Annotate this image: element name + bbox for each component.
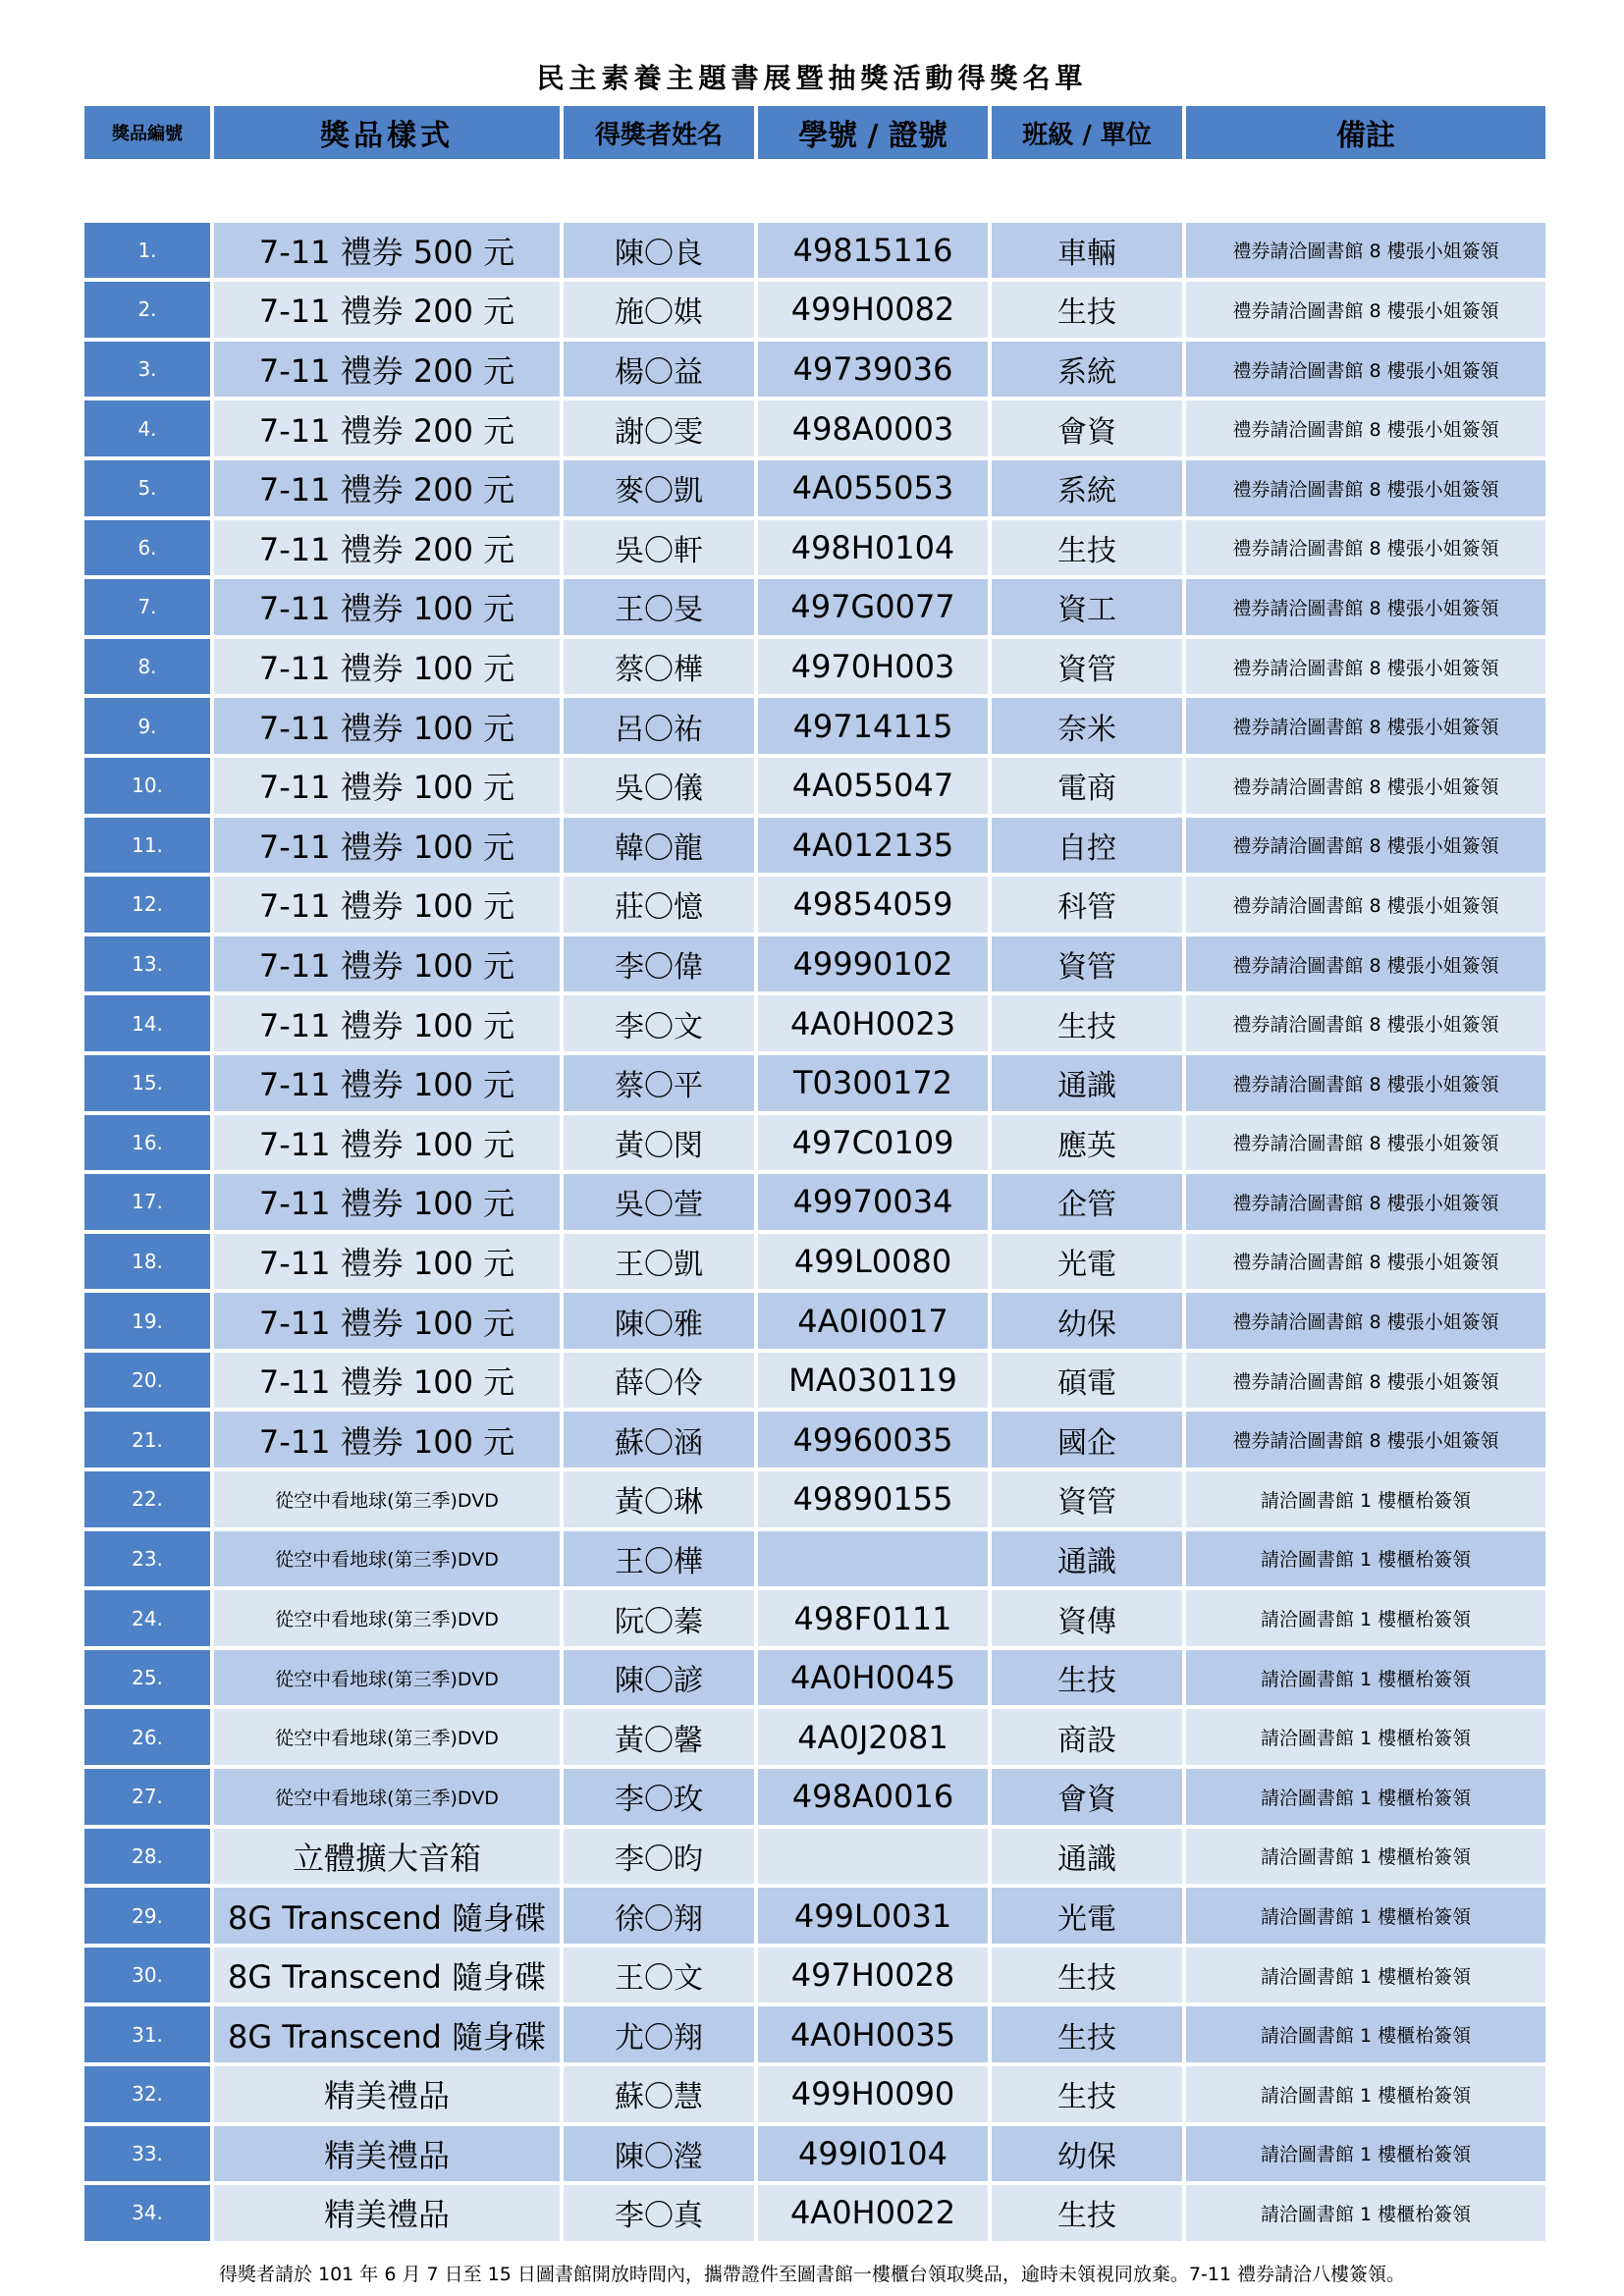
class-unit-cell: 資管 (992, 1471, 1186, 1531)
prize-number-cell: 29. (84, 1888, 214, 1948)
remarks-cell: 禮券請洽圖書館 8 樓張小姐簽領 (1186, 936, 1545, 996)
prize-number-cell: 10. (84, 758, 214, 818)
student-id-cell: 498F0111 (758, 1590, 992, 1650)
remarks-cell: 禮券請洽圖書館 8 樓張小姐簽領 (1186, 995, 1545, 1055)
class-unit-cell: 光電 (992, 1888, 1186, 1948)
table-row (84, 520, 1545, 580)
remarks-cell: 請洽圖書館 1 樓櫃枱簽領 (1186, 1590, 1545, 1650)
class-unit-cell: 系統 (992, 342, 1186, 401)
class-unit-cell: 車輛 (992, 223, 1186, 283)
table-row (84, 1769, 1545, 1829)
table-row (84, 1948, 1545, 2007)
remarks-cell: 禮券請洽圖書館 8 樓張小姐簽領 (1186, 758, 1545, 818)
table-header-row (84, 106, 1545, 163)
prize-number-cell: 14. (84, 995, 214, 1055)
student-id-cell (758, 1829, 992, 1889)
prize-number-cell: 33. (84, 2126, 214, 2186)
class-unit-cell: 自控 (992, 818, 1186, 878)
student-id-cell: 4A0H0022 (758, 2185, 992, 2245)
remarks-cell: 請洽圖書館 1 樓櫃枱簽領 (1186, 2126, 1545, 2186)
prize-number-cell: 8. (84, 639, 214, 699)
table-row (84, 1293, 1545, 1353)
student-id-cell: 4A0H0023 (758, 995, 992, 1055)
table-row (84, 342, 1545, 401)
student-id-cell: 49990102 (758, 936, 992, 996)
prize-type-cell: 7-11 禮券 100 元 (214, 1412, 564, 1471)
table-row (84, 1590, 1545, 1650)
table-row (84, 1174, 1545, 1234)
prize-type-cell: 7-11 禮券 100 元 (214, 995, 564, 1055)
remarks-cell: 禮券請洽圖書館 8 樓張小姐簽領 (1186, 400, 1545, 460)
prize-number-cell: 2. (84, 282, 214, 342)
table-row (84, 400, 1545, 460)
class-unit-cell: 光電 (992, 1234, 1186, 1294)
prize-type-cell: 7-11 禮券 100 元 (214, 1353, 564, 1413)
prize-number-cell: 28. (84, 1829, 214, 1889)
table-row (84, 818, 1545, 878)
class-unit-cell: 生技 (992, 1948, 1186, 2007)
header-class-unit: 班級 / 單位 (992, 106, 1186, 163)
winners-table (84, 106, 1545, 2245)
student-id-cell: 498H0104 (758, 520, 992, 580)
class-unit-cell: 通識 (992, 1531, 1186, 1591)
remarks-cell: 禮券請洽圖書館 8 樓張小姐簽領 (1186, 698, 1545, 758)
winner-name-cell: 吳〇軒 (564, 520, 758, 580)
prize-number-cell: 13. (84, 936, 214, 996)
student-id-cell (758, 1531, 992, 1591)
class-unit-cell: 通識 (992, 1055, 1186, 1115)
student-id-cell: 498A0016 (758, 1769, 992, 1829)
student-id-cell: 49815116 (758, 223, 992, 283)
prize-type-cell: 7-11 禮券 100 元 (214, 1055, 564, 1115)
student-id-cell: T0300172 (758, 1055, 992, 1115)
student-id-cell: 499H0090 (758, 2066, 992, 2126)
prize-type-cell: 7-11 禮券 200 元 (214, 342, 564, 401)
student-id-cell: 499I0104 (758, 2126, 992, 2186)
class-unit-cell: 生技 (992, 2066, 1186, 2126)
class-unit-cell: 幼保 (992, 2126, 1186, 2186)
student-id-cell: 499H0082 (758, 282, 992, 342)
student-id-cell: 4A0H0035 (758, 2006, 992, 2066)
prize-number-cell: 31. (84, 2006, 214, 2066)
table-row (84, 223, 1545, 283)
class-unit-cell: 幼保 (992, 1293, 1186, 1353)
prize-number-cell: 32. (84, 2066, 214, 2126)
class-unit-cell: 國企 (992, 1412, 1186, 1471)
prize-type-cell: 立體擴大音箱 (214, 1829, 564, 1889)
header-winner-name: 得獎者姓名 (564, 106, 758, 163)
winner-name-cell: 謝〇雯 (564, 400, 758, 460)
winner-name-cell: 陳〇瀅 (564, 2126, 758, 2186)
student-id-cell: 49854059 (758, 877, 992, 936)
winner-name-cell: 蘇〇慧 (564, 2066, 758, 2126)
winner-name-cell: 李〇偉 (564, 936, 758, 996)
remarks-cell: 禮券請洽圖書館 8 樓張小姐簽領 (1186, 1115, 1545, 1175)
student-id-cell: 49739036 (758, 342, 992, 401)
class-unit-cell: 生技 (992, 282, 1186, 342)
remarks-cell: 請洽圖書館 1 樓櫃枱簽領 (1186, 2006, 1545, 2066)
prize-type-cell: 從空中看地球(第三季)DVD (214, 1650, 564, 1710)
student-id-cell: 4A055053 (758, 460, 992, 520)
winner-name-cell: 李〇真 (564, 2185, 758, 2245)
class-unit-cell: 資管 (992, 936, 1186, 996)
table-row (84, 995, 1545, 1055)
prize-number-cell: 6. (84, 520, 214, 580)
class-unit-cell: 奈米 (992, 698, 1186, 758)
remarks-cell: 禮券請洽圖書館 8 樓張小姐簽領 (1186, 1055, 1545, 1115)
student-id-cell: 497H0028 (758, 1948, 992, 2007)
student-id-cell: 4A0I0017 (758, 1293, 992, 1353)
table-row (84, 639, 1545, 699)
class-unit-cell: 電商 (992, 758, 1186, 818)
winner-name-cell: 薛〇伶 (564, 1353, 758, 1413)
prize-type-cell: 7-11 禮券 500 元 (214, 223, 564, 283)
winner-name-cell: 吳〇儀 (564, 758, 758, 818)
table-row (84, 1412, 1545, 1471)
class-unit-cell: 生技 (992, 2006, 1186, 2066)
prize-number-cell: 27. (84, 1769, 214, 1829)
winner-name-cell: 李〇文 (564, 995, 758, 1055)
table-row (84, 1471, 1545, 1531)
prize-type-cell: 7-11 禮券 100 元 (214, 1234, 564, 1294)
remarks-cell: 禮券請洽圖書館 8 樓張小姐簽領 (1186, 223, 1545, 283)
prize-number-cell: 1. (84, 223, 214, 283)
winner-name-cell: 李〇昀 (564, 1829, 758, 1889)
prize-type-cell: 從空中看地球(第三季)DVD (214, 1531, 564, 1591)
student-id-cell: 4A0H0045 (758, 1650, 992, 1710)
winner-name-cell: 呂〇祐 (564, 698, 758, 758)
prize-number-cell: 25. (84, 1650, 214, 1710)
remarks-cell: 請洽圖書館 1 樓櫃枱簽領 (1186, 2185, 1545, 2245)
class-unit-cell: 通識 (992, 1829, 1186, 1889)
student-id-cell: 4A0J2081 (758, 1709, 992, 1769)
class-unit-cell: 資傳 (992, 1590, 1186, 1650)
prize-type-cell: 從空中看地球(第三季)DVD (214, 1709, 564, 1769)
remarks-cell: 禮券請洽圖書館 8 樓張小姐簽領 (1186, 282, 1545, 342)
winner-name-cell: 黃〇琳 (564, 1471, 758, 1531)
prize-type-cell: 從空中看地球(第三季)DVD (214, 1769, 564, 1829)
class-unit-cell: 系統 (992, 460, 1186, 520)
winner-name-cell: 蔡〇樺 (564, 639, 758, 699)
class-unit-cell: 應英 (992, 1115, 1186, 1175)
table-row (84, 1888, 1545, 1948)
remarks-cell: 禮券請洽圖書館 8 樓張小姐簽領 (1186, 1234, 1545, 1294)
document-title: 民主素養主題書展暨抽獎活動得獎名單 (536, 62, 1088, 94)
table-row (84, 698, 1545, 758)
prize-number-cell: 21. (84, 1412, 214, 1471)
table-row (84, 2185, 1545, 2245)
prize-number-cell: 3. (84, 342, 214, 401)
class-unit-cell: 碩電 (992, 1353, 1186, 1413)
student-id-cell: 4A012135 (758, 818, 992, 878)
prize-number-cell: 4. (84, 400, 214, 460)
winner-name-cell: 王〇凱 (564, 1234, 758, 1294)
winner-name-cell: 蘇〇涵 (564, 1412, 758, 1471)
remarks-cell: 禮券請洽圖書館 8 樓張小姐簽領 (1186, 1293, 1545, 1353)
remarks-cell: 請洽圖書館 1 樓櫃枱簽領 (1186, 1471, 1545, 1531)
prize-number-cell: 23. (84, 1531, 214, 1591)
prize-number-cell: 7. (84, 579, 214, 639)
student-id-cell: 499L0080 (758, 1234, 992, 1294)
remarks-cell: 禮券請洽圖書館 8 樓張小姐簽領 (1186, 1174, 1545, 1234)
class-unit-cell: 生技 (992, 2185, 1186, 2245)
header-remarks: 備註 (1186, 106, 1545, 163)
remarks-cell: 禮券請洽圖書館 8 樓張小姐簽領 (1186, 1353, 1545, 1413)
prize-type-cell: 7-11 禮券 100 元 (214, 936, 564, 996)
winner-name-cell: 吳〇萱 (564, 1174, 758, 1234)
table-row (84, 1353, 1545, 1413)
student-id-cell: 49714115 (758, 698, 992, 758)
prize-type-cell: 7-11 禮券 100 元 (214, 818, 564, 878)
prize-type-cell: 7-11 禮券 200 元 (214, 282, 564, 342)
remarks-cell: 禮券請洽圖書館 8 樓張小姐簽領 (1186, 1412, 1545, 1471)
table-row (84, 282, 1545, 342)
class-unit-cell: 資工 (992, 579, 1186, 639)
prize-type-cell: 8G Transcend 隨身碟 (214, 1888, 564, 1948)
prize-type-cell: 7-11 禮券 100 元 (214, 698, 564, 758)
remarks-cell: 禮券請洽圖書館 8 樓張小姐簽領 (1186, 818, 1545, 878)
prize-number-cell: 19. (84, 1293, 214, 1353)
winner-name-cell: 莊〇憶 (564, 877, 758, 936)
student-id-cell: 49970034 (758, 1174, 992, 1234)
table-row (84, 1650, 1545, 1710)
remarks-cell: 禮券請洽圖書館 8 樓張小姐簽領 (1186, 877, 1545, 936)
table-row (84, 2126, 1545, 2186)
remarks-cell: 請洽圖書館 1 樓櫃枱簽領 (1186, 1769, 1545, 1829)
prize-type-cell: 8G Transcend 隨身碟 (214, 1948, 564, 2007)
class-unit-cell: 會資 (992, 400, 1186, 460)
winner-name-cell: 韓〇龍 (564, 818, 758, 878)
table-body (84, 163, 1545, 2245)
prize-number-cell: 30. (84, 1948, 214, 2007)
student-id-cell: 499L0031 (758, 1888, 992, 1948)
class-unit-cell: 生技 (992, 520, 1186, 580)
prize-type-cell: 7-11 禮券 200 元 (214, 460, 564, 520)
student-id-cell: 4A055047 (758, 758, 992, 818)
prize-number-cell: 9. (84, 698, 214, 758)
prize-type-cell: 精美禮品 (214, 2126, 564, 2186)
prize-type-cell: 7-11 禮券 100 元 (214, 579, 564, 639)
prize-number-cell: 17. (84, 1174, 214, 1234)
prize-number-cell: 22. (84, 1471, 214, 1531)
class-unit-cell: 生技 (992, 1650, 1186, 1710)
table-row (84, 2006, 1545, 2066)
table-row (84, 2066, 1545, 2126)
remarks-cell: 禮券請洽圖書館 8 樓張小姐簽領 (1186, 639, 1545, 699)
table-row (84, 1115, 1545, 1175)
remarks-cell: 請洽圖書館 1 樓櫃枱簽領 (1186, 1650, 1545, 1710)
prize-number-cell: 24. (84, 1590, 214, 1650)
winner-name-cell: 施〇娸 (564, 282, 758, 342)
winner-name-cell: 阮〇蓁 (564, 1590, 758, 1650)
class-unit-cell: 企管 (992, 1174, 1186, 1234)
prize-type-cell: 8G Transcend 隨身碟 (214, 2006, 564, 2066)
prize-type-cell: 7-11 禮券 100 元 (214, 877, 564, 936)
remarks-cell: 請洽圖書館 1 樓櫃枱簽領 (1186, 2066, 1545, 2126)
prize-type-cell: 7-11 禮券 100 元 (214, 758, 564, 818)
table-row (84, 877, 1545, 936)
prize-type-cell: 7-11 禮券 200 元 (214, 400, 564, 460)
remarks-cell: 請洽圖書館 1 樓櫃枱簽領 (1186, 1888, 1545, 1948)
prize-type-cell: 7-11 禮券 100 元 (214, 1115, 564, 1175)
prize-number-cell: 16. (84, 1115, 214, 1175)
prize-number-cell: 26. (84, 1709, 214, 1769)
table-row (84, 1055, 1545, 1115)
winner-name-cell: 李〇玫 (564, 1769, 758, 1829)
table-row (84, 1829, 1545, 1889)
class-unit-cell: 資管 (992, 639, 1186, 699)
remarks-cell: 請洽圖書館 1 樓櫃枱簽領 (1186, 1531, 1545, 1591)
winner-name-cell: 王〇樺 (564, 1531, 758, 1591)
winner-name-cell: 陳〇良 (564, 223, 758, 283)
student-id-cell: 497G0077 (758, 579, 992, 639)
student-id-cell: 497C0109 (758, 1115, 992, 1175)
header-prize-type: 獎品樣式 (214, 106, 564, 163)
table-row (84, 579, 1545, 639)
winner-name-cell: 黃〇馨 (564, 1709, 758, 1769)
prize-type-cell: 精美禮品 (214, 2066, 564, 2126)
winner-name-cell: 陳〇雅 (564, 1293, 758, 1353)
table-row (84, 758, 1545, 818)
table-row (84, 1234, 1545, 1294)
winner-name-cell: 麥〇凱 (564, 460, 758, 520)
winner-name-cell: 楊〇益 (564, 342, 758, 401)
class-unit-cell: 會資 (992, 1769, 1186, 1829)
prize-number-cell: 18. (84, 1234, 214, 1294)
footer-note: 得獎者請於 101 年 6 月 7 日至 15 日圖書館開放時間內，攜帶證件至圖書館一樓櫃台領取獎品，逾時未領視同放棄。7-11 禮券請洽八樓簽領。 (218, 2264, 1406, 2285)
table-row (84, 1709, 1545, 1769)
winner-name-cell: 蔡〇平 (564, 1055, 758, 1115)
student-id-cell: 4970H003 (758, 639, 992, 699)
remarks-cell: 禮券請洽圖書館 8 樓張小姐簽領 (1186, 460, 1545, 520)
prize-type-cell: 7-11 禮券 200 元 (214, 520, 564, 580)
remarks-cell: 請洽圖書館 1 樓櫃枱簽領 (1186, 1948, 1545, 2007)
student-id-cell: 49890155 (758, 1471, 992, 1531)
winner-name-cell: 陳〇諺 (564, 1650, 758, 1710)
prize-number-cell: 15. (84, 1055, 214, 1115)
class-unit-cell: 商設 (992, 1709, 1186, 1769)
table-row (84, 1531, 1545, 1591)
remarks-cell: 禮券請洽圖書館 8 樓張小姐簽領 (1186, 579, 1545, 639)
remarks-cell: 請洽圖書館 1 樓櫃枱簽領 (1186, 1829, 1545, 1889)
class-unit-cell: 科管 (992, 877, 1186, 936)
header-prize-number: 獎品編號 (84, 106, 214, 163)
winner-name-cell: 徐〇翔 (564, 1888, 758, 1948)
prize-number-cell: 5. (84, 460, 214, 520)
prize-type-cell: 7-11 禮券 100 元 (214, 639, 564, 699)
winner-name-cell: 黃〇閔 (564, 1115, 758, 1175)
prize-type-cell: 精美禮品 (214, 2185, 564, 2245)
prize-type-cell: 從空中看地球(第三季)DVD (214, 1471, 564, 1531)
spacer-cell (84, 163, 1545, 223)
winner-name-cell: 王〇文 (564, 1948, 758, 2007)
student-id-cell: MA030119 (758, 1353, 992, 1413)
table-row (84, 460, 1545, 520)
prize-number-cell: 34. (84, 2185, 214, 2245)
winner-name-cell: 王〇旻 (564, 579, 758, 639)
prize-type-cell: 7-11 禮券 100 元 (214, 1174, 564, 1234)
header-student-id: 學號 / 證號 (758, 106, 992, 163)
remarks-cell: 禮券請洽圖書館 8 樓張小姐簽領 (1186, 342, 1545, 401)
prize-type-cell: 7-11 禮券 100 元 (214, 1293, 564, 1353)
remarks-cell: 禮券請洽圖書館 8 樓張小姐簽領 (1186, 520, 1545, 580)
table-row (84, 936, 1545, 996)
student-id-cell: 49960035 (758, 1412, 992, 1471)
prize-number-cell: 20. (84, 1353, 214, 1413)
student-id-cell: 498A0003 (758, 400, 992, 460)
class-unit-cell: 生技 (992, 995, 1186, 1055)
remarks-cell: 請洽圖書館 1 樓櫃枱簽領 (1186, 1709, 1545, 1769)
prize-type-cell: 從空中看地球(第三季)DVD (214, 1590, 564, 1650)
prize-number-cell: 12. (84, 877, 214, 936)
winner-name-cell: 尤〇翔 (564, 2006, 758, 2066)
header-spacer (84, 163, 1545, 223)
prize-number-cell: 11. (84, 818, 214, 878)
